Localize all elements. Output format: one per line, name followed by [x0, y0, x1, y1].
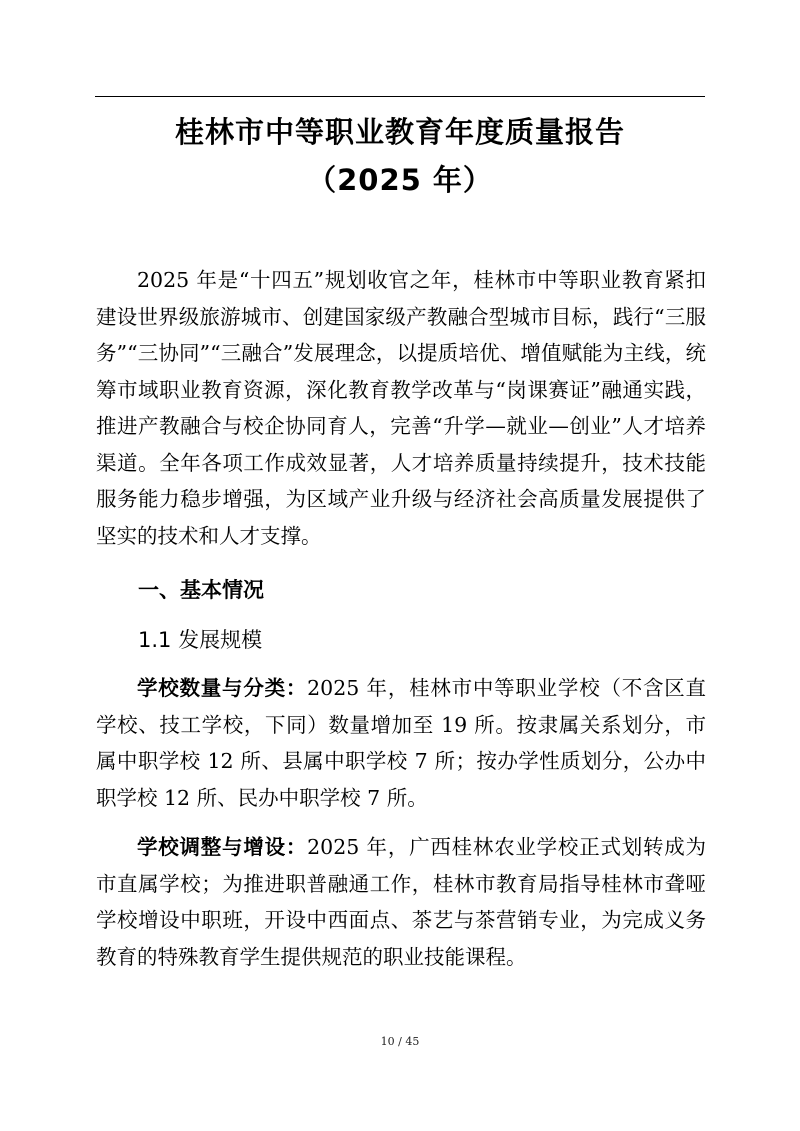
paragraph-school-adjustment — [96, 829, 706, 975]
paragraph-text: 2025 年，广西桂林农业学校正式划转成为市直属学校；为推进职普融通工作，桂林市教育局指导桂林市聋哑学校增设中职班，开设中西面点、茶艺与茶营销专业，为完成义务教育的特殊教育学生提供规范的职业技能课程。 — [96, 835, 707, 969]
section-heading: 一、基本情况 — [138, 578, 264, 602]
intro-paragraph — [96, 262, 706, 554]
page-number: 10 / 45 — [380, 1035, 420, 1048]
paragraph-text: 2025 年，桂林市中等职业学校（不含区直学校、技工学校，下同）数量增加至 19 所。按隶属关系划分，市属中职学校 12 所、县属中职学校 7 所；按办学性质划分，公办中职学校 12 所、民办中职学校 7 所。 — [96, 676, 707, 810]
intro-text: 2025 年是“十四五”规划收官之年，桂林市中等职业教育紧扣建设世界级旅游城市、创建国家级产教融合型城市目标，践行“三服务”“三协同”“三融合”发展理念，以提质培优、增值赋能为主线，统筹市域职业教育资源，深化教育教学改革与“岗课赛证”融通实践，推进产教融合与校企协同育人，完善“升学—就业—创业”人才培养渠道。全年各项工作成效显著，人才培养质量持续提升，技术技能服务能力稳步增强，为区域产业升级与经济社会高质量发展提供了坚实的技术和人才支撑。 — [96, 268, 706, 548]
paragraph-lead: 学校数量与分类： — [137, 676, 308, 700]
paragraph-school-count — [96, 670, 706, 816]
header-rule — [95, 96, 705, 97]
report-year: （2025 年） — [307, 163, 493, 197]
report-title: 桂林市中等职业教育年度质量报告 — [174, 115, 625, 149]
paragraph-lead: 学校调整与增设： — [137, 835, 308, 859]
subsection-heading: 1.1 发展规模 — [138, 628, 263, 652]
